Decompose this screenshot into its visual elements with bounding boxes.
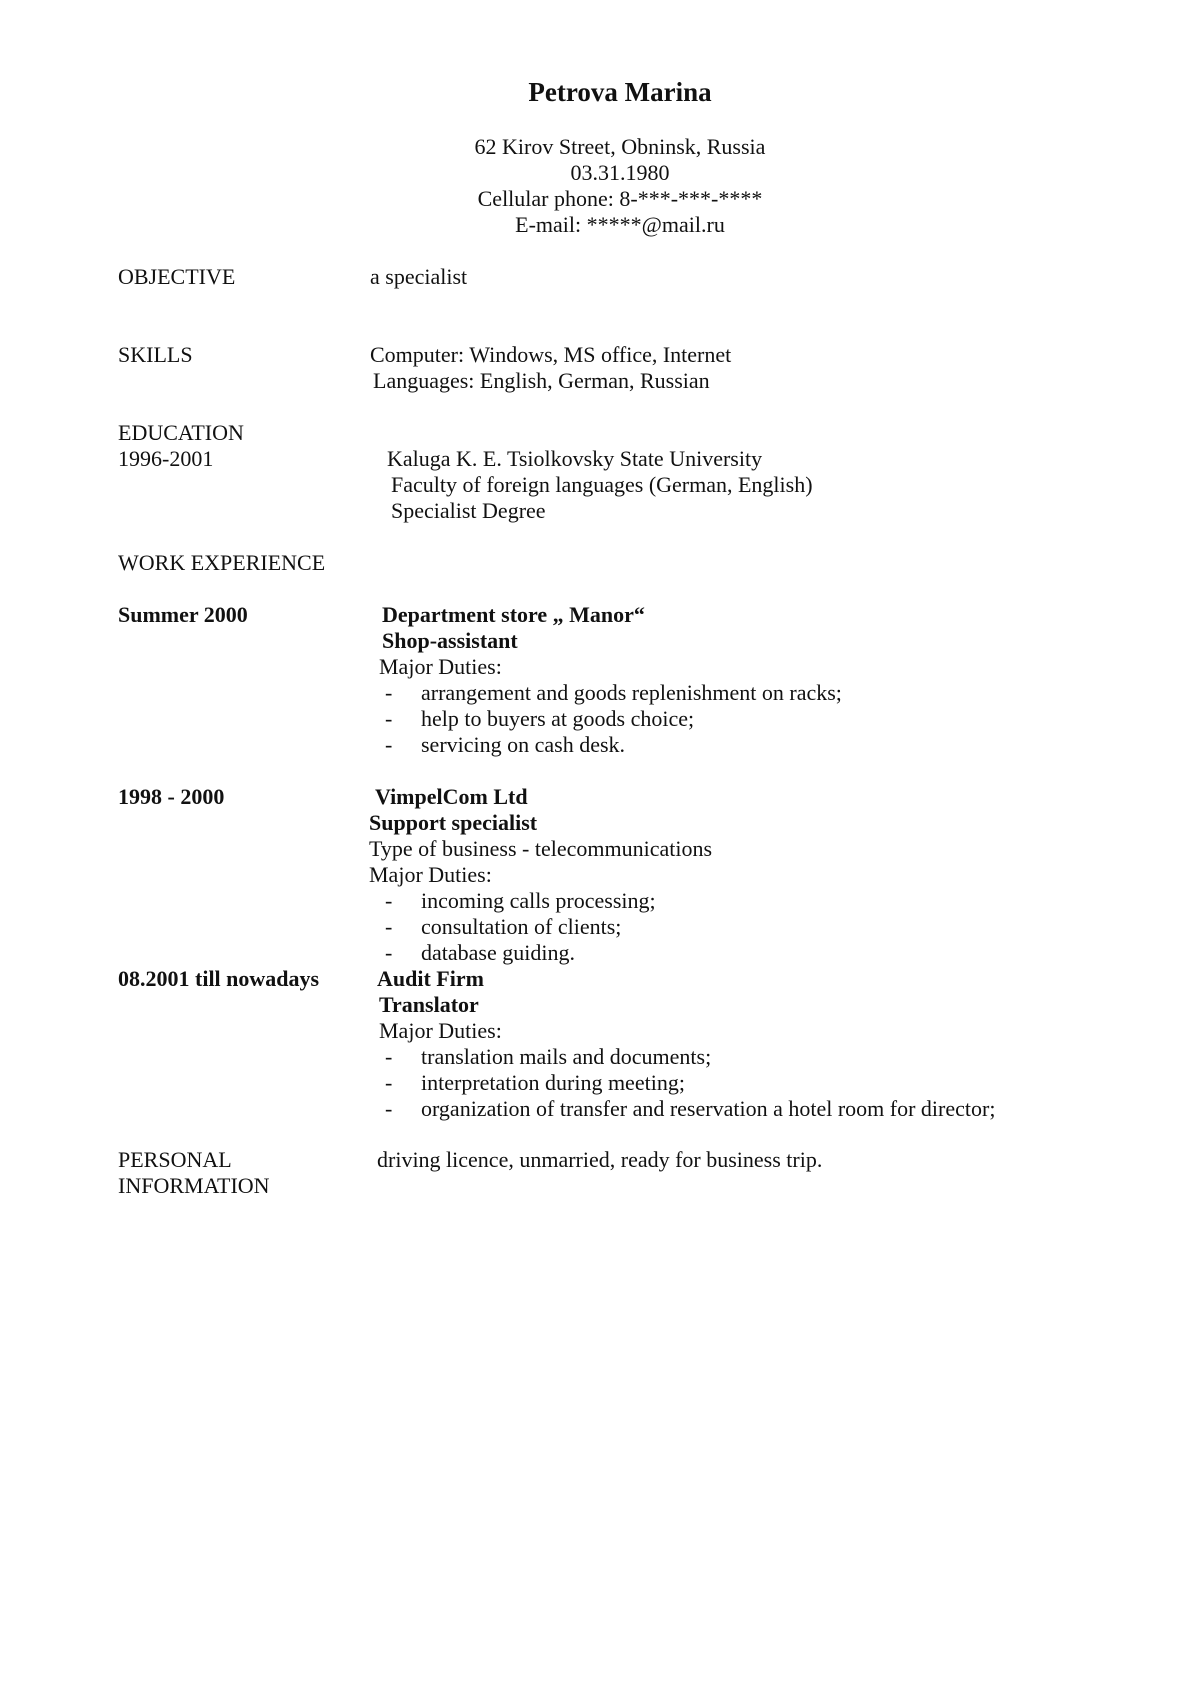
education-degree: Specialist Degree (391, 498, 546, 523)
duty-bullet: - (385, 680, 393, 705)
resume-name: Petrova Marina (528, 77, 712, 107)
job-company: Audit Firm (377, 966, 484, 991)
duty-item: servicing on cash desk. (421, 732, 626, 757)
duty-bullet: - (385, 1070, 393, 1095)
skills-languages: Languages: English, German, Russian (373, 368, 710, 393)
skills-label: SKILLS (118, 342, 193, 367)
personal-label-line2: INFORMATION (118, 1173, 270, 1198)
objective-label: OBJECTIVE (118, 264, 236, 289)
education-faculty: Faculty of foreign languages (German, English) (391, 472, 813, 497)
duty-item: translation mails and documents; (421, 1044, 712, 1069)
job-duties-label: Major Duties: (379, 1018, 502, 1043)
education-university: Kaluga K. E. Tsiolkovsky State University (387, 446, 763, 471)
duty-item: organization of transfer and reservation a hotel room for director; (421, 1096, 996, 1121)
duty-bullet: - (385, 1044, 393, 1069)
job-period: Summer 2000 (118, 602, 248, 627)
duty-bullet: - (385, 732, 393, 757)
job-position: Support specialist (369, 810, 538, 835)
education-years: 1996-2001 (118, 446, 214, 471)
personal-label-line1: PERSONAL (118, 1147, 232, 1172)
personal-value: driving licence, unmarried, ready for business trip. (377, 1147, 823, 1172)
duty-item: help to buyers at goods choice; (421, 706, 695, 731)
duty-item: interpretation during meeting; (421, 1070, 685, 1095)
job-duties-label: Major Duties: (369, 862, 492, 887)
skills-computer: Computer: Windows, MS office, Internet (370, 342, 732, 367)
job-business-type: Type of business - telecommunications (369, 836, 713, 861)
job-period: 08.2001 till nowadays (118, 966, 320, 991)
phone: Cellular phone: 8-***-***-**** (477, 186, 763, 211)
work-experience-label: WORK EXPERIENCE (118, 550, 326, 575)
duty-bullet: - (385, 888, 393, 913)
job-position: Translator (379, 992, 479, 1017)
duty-bullet: - (385, 914, 393, 939)
duty-item: incoming calls processing; (421, 888, 656, 913)
date-of-birth: 03.31.1980 (570, 160, 670, 185)
duty-bullet: - (385, 706, 393, 731)
job-period: 1998 - 2000 (118, 784, 225, 809)
duty-item: database guiding. (421, 940, 575, 965)
education-label: EDUCATION (118, 420, 244, 445)
duty-item: arrangement and goods replenishment on racks; (421, 680, 842, 705)
job-company: VimpelCom Ltd (375, 784, 528, 809)
job-duties-label: Major Duties: (379, 654, 502, 679)
duty-bullet: - (385, 940, 393, 965)
objective-value: a specialist (370, 264, 468, 289)
duty-item: consultation of clients; (421, 914, 622, 939)
address: 62 Kirov Street, Obninsk, Russia (474, 134, 766, 159)
duty-bullet: - (385, 1096, 393, 1121)
job-position: Shop-assistant (382, 628, 518, 653)
email: E-mail: *****@mail.ru (515, 212, 725, 237)
job-company: Department store „ Manor“ (382, 602, 645, 627)
